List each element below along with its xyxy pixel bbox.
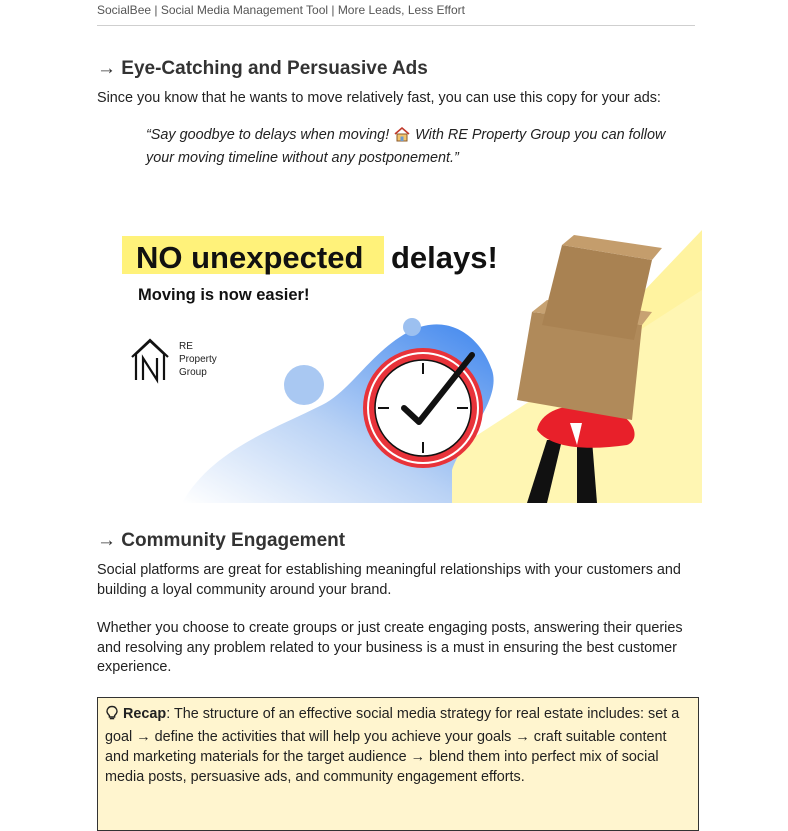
logo-text-group: Group — [179, 367, 207, 378]
house-icon — [393, 126, 411, 149]
banner-headline-rest: delays! — [391, 240, 498, 275]
ad-copy-quote — [146, 126, 686, 168]
logo-text-property: Property — [179, 354, 217, 365]
banner-subline: Moving is now easier! — [138, 286, 310, 304]
lightbulb-icon — [105, 705, 119, 727]
community-paragraph-1: Social platforms are great for establishing meaningful relationships with your customers and building a loyal community around your brand. — [97, 562, 681, 598]
community-paragraph-2: Whether you choose to create groups or just create engaging posts, answering their queries and resolving any problem related to your business is a must in ensuring the best customer experience. — [97, 620, 683, 675]
logo-text-re: RE — [179, 341, 193, 352]
ad-banner-image — [122, 230, 702, 503]
quote-text-end: With RE Property Group you can follow your moving timeline without any postponement.” — [146, 127, 666, 166]
quote-text-start: “Say goodbye to delays when moving! — [146, 127, 394, 143]
recap-text: : The structure of an effective social media strategy for real estate includes: set a goal → define the activities that will help you achieve your goals → craft suitable content and marketing materials for the target audience → blend them into perfect mix of social media posts, persuasive ads, and community engagement efforts. — [105, 706, 680, 785]
clock-icon — [363, 348, 483, 468]
blue-bubble — [284, 365, 324, 405]
ads-intro-text: Since you know that he wants to move relatively fast, you can use this copy for your ads: — [97, 90, 661, 106]
recap-label: Recap — [123, 706, 167, 722]
page-header-breadcrumb: SocialBee | Social Media Management Tool | More Leads, Less Effort — [97, 3, 695, 26]
section-title-ads: → Eye-Catching and Persuasive Ads — [97, 58, 428, 79]
section-title-community: → Community Engagement — [97, 530, 346, 551]
recap-callout-box — [97, 697, 699, 831]
banner-headline-highlight: NO unexpected — [136, 240, 364, 275]
